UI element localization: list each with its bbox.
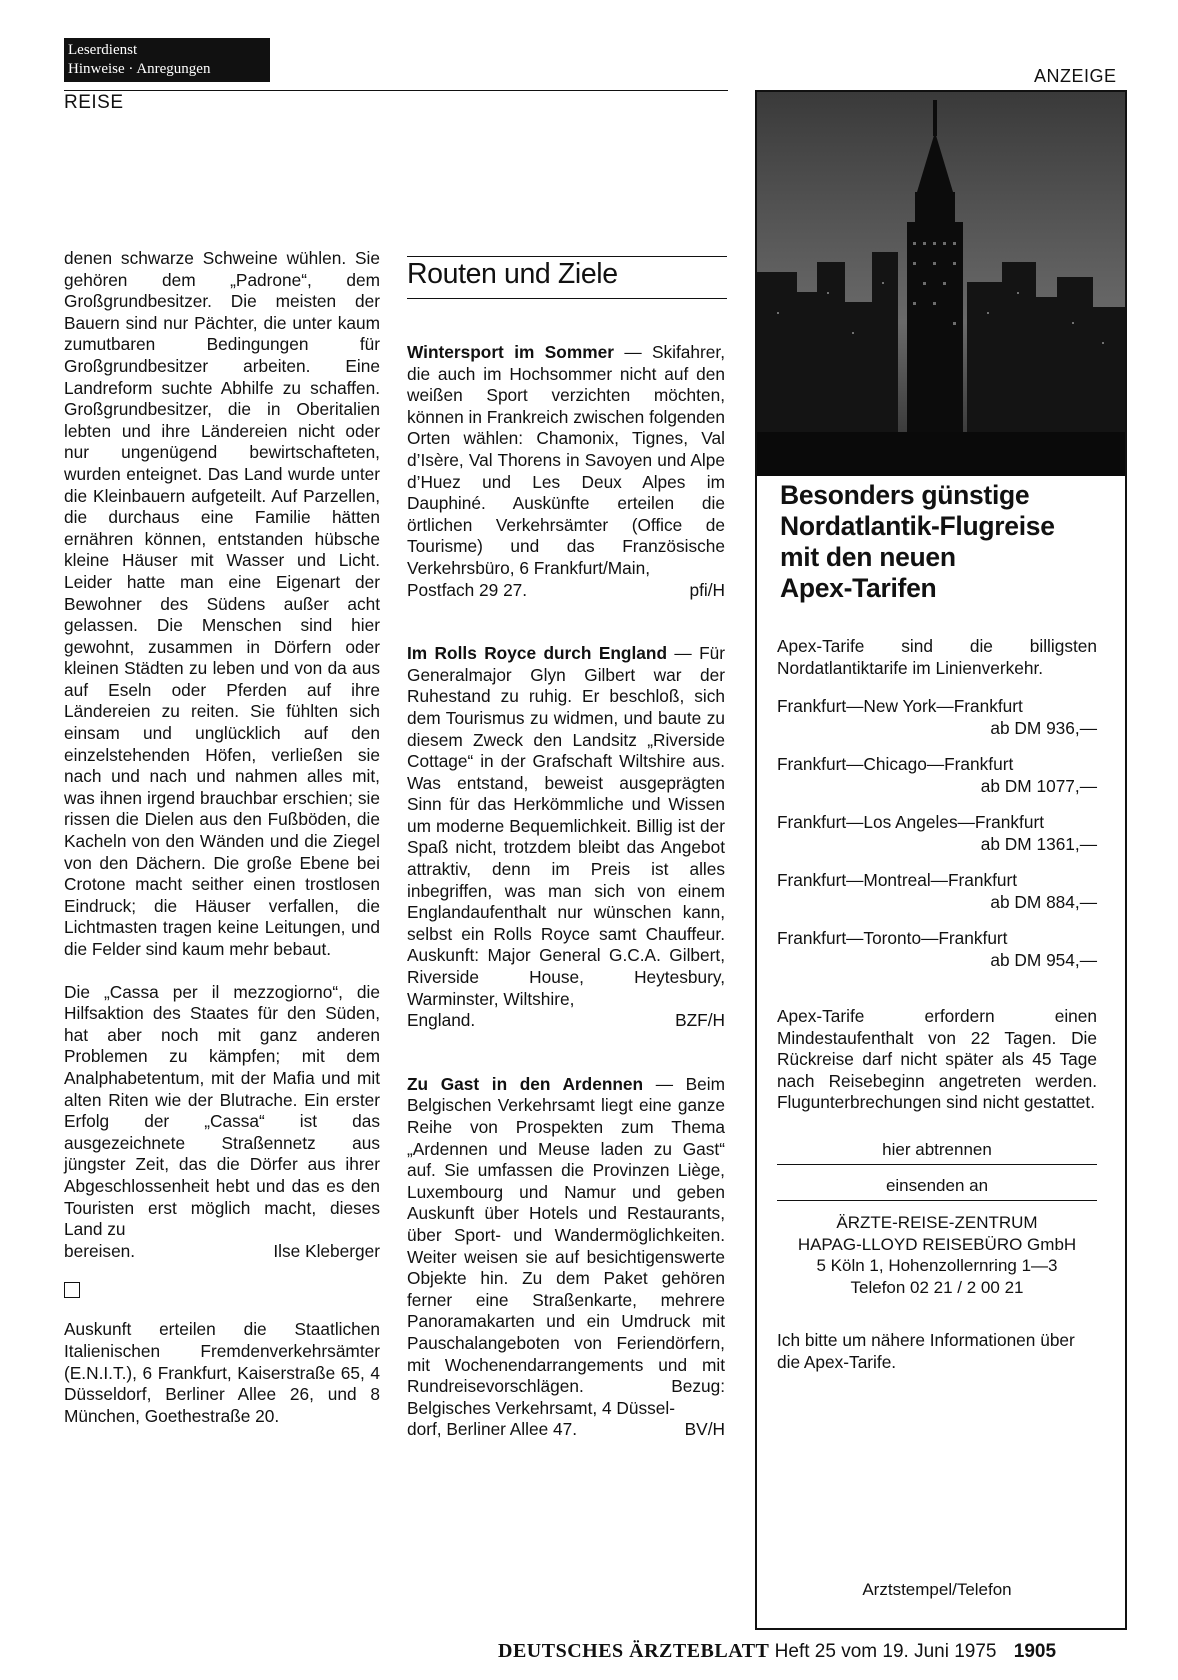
ad-intro: Apex-Tarife sind die billigsten Nordatlantiktarife im Linienverkehr. — [777, 636, 1097, 678]
ad-requirements: Apex-Tarife erfordern einen Mindestaufenthalt von 22 Tagen. Die Rückreise darf nicht später als 45 Tage nach Reisebeginn angetreten werden. Flugunterbrechungen sind nicht gestattet. — [777, 1006, 1097, 1113]
routen-rule-top — [407, 256, 727, 257]
address-line: HAPAG-LLOYD REISEBÜRO GmbH — [797, 1234, 1077, 1254]
article-paragraph-2-text: Die „Cassa per il mezzogiorno“, die Hilfsaktion des Staates für den Süden, hat aber noch mit ganz anderen Problemen zu kämpfen; mit dem Analphabetentum, mit der Mafia und mit alten Riten wie der Blutrache. Ein erster Erfolg der „Cassa“ ist das ausgezeichnete Straßennetz aus jüngster Zeit, das die Dörfer aus ihrer Abgeschlossenheit hebt und das es den Touristen erst möglich macht, dieses Land zu — [64, 981, 380, 1240]
header-rule — [64, 90, 728, 91]
routen-item-signature-line — [407, 1010, 725, 1032]
info-paragraph: Auskunft erteilen die Staatlichen Italienischen Fremdenverkehrsämter (E.N.I.T.), 6 Frankfurt, Kaiserstraße 65, 4 Düsseldorf, Berliner Allee 26, und 8 München, Goethestraße 20. — [64, 1319, 380, 1426]
skyline-photo — [757, 92, 1125, 476]
header-box-line1: Leserdienst — [68, 42, 138, 58]
fare-route: Frankfurt—Montreal—Frankfurt — [777, 870, 1018, 890]
routen-item-body — [407, 1074, 725, 1420]
routen-item-last: England. — [407, 1010, 476, 1031]
cut-line — [777, 1164, 1097, 1165]
routen-item-last: dorf, Berliner Allee 47. — [407, 1419, 578, 1440]
routen-rule-bottom — [407, 298, 727, 299]
routen-item-sig: pfi/H — [689, 579, 725, 600]
stamp-label: Arztstempel/Telefon — [862, 1580, 1012, 1599]
fare-item — [777, 870, 1097, 913]
article-signature-line — [64, 1241, 380, 1263]
address-block — [777, 1212, 1097, 1298]
page-footer — [498, 1640, 1056, 1663]
routen-column — [407, 342, 725, 1483]
ad-headline — [780, 480, 1120, 604]
section-header-box — [64, 38, 270, 82]
fare-item — [777, 812, 1097, 855]
routen-item-sig: BV/H — [684, 1419, 725, 1440]
section-label: REISE — [64, 92, 124, 113]
fare-item — [777, 754, 1097, 797]
fare-price: ab DM 954,— — [990, 949, 1097, 970]
fare-route: Frankfurt—Chicago—Frankfurt — [777, 754, 1014, 774]
info-request-text: Ich bitte um nähere Informationen über die Apex-Tarife. — [777, 1330, 1075, 1372]
routen-item-text: — Beim Belgischen Verkehrsamt liegt eine ganze Reihe von Prospekten zum Thema „Ardennen und Meuse laden zu Gast“ auf. Sie umfassen die Provinzen Liège, Luxembourg und Namur und geben Auskunft über Hotels und Restaurants, über Sport- und Wandermöglichkeiten. Weiter weisen sie auf besichtigenswerte Objekte hin. Zu dem Paket gehören ferner eine Straßenkarte, mehrere Panoramakarten und ein Umdruck mit Pauschalangeboten von Feriendörfern, mit Wochenendarrangements und mit Rundreisevorschlägen. Bezug: Belgisches Verkehrsamt, 4 Düssel- — [407, 1073, 726, 1418]
fare-price: ab DM 884,— — [990, 891, 1097, 912]
ad-label: ANZEIGE — [1034, 66, 1117, 86]
ad-headline-line: Apex-Tarifen — [780, 573, 937, 603]
routen-item-heading: Wintersport im Sommer — [407, 342, 614, 362]
send-to-label: einsenden an — [885, 1176, 989, 1195]
address-line: ÄRZTE-REISE-ZENTRUM — [836, 1213, 1038, 1232]
fare-route: Frankfurt—New York—Frankfurt — [777, 696, 1023, 716]
routen-item — [407, 1074, 725, 1441]
routen-item-body — [407, 643, 725, 1010]
send-rule — [777, 1200, 1097, 1201]
issue-info: Heft 25 vom 19. Juni 1975 — [774, 1641, 997, 1662]
routen-item-signature-line — [407, 580, 725, 602]
cut-here-label: hier abtrennen — [882, 1140, 992, 1159]
ad-headline-line: Nordatlantik-Flugreise — [780, 511, 1055, 541]
article-paragraph-1: denen schwarze Schweine wühlen. Sie gehören dem „Padrone“, dem Großgrundbesitzer. Die meisten der Bauern sind nur Pächter, die unter kaum zumutbaren Bedingungen für Großgrundbesitzer arbeiten. Eine Landreform suchte Abhilfe zu schaffen. Großgrundbesitzer, die in Oberitalien lebten und ihre Ländereien nicht oder nur ungenügend bewirtschafteten, wurden enteignet. Das Land wurde unter die Kleinbauern aufgeteilt. Auf Parzellen, die durchaus eine Familie hätten ernähren können, entstanden hübsche kleine Häuser mit Wasser und Licht. Leider hatte man eine Eigenart der Bewohner des Südens außer acht gelassen. Die Menschen sind hier gewohnt, zusammen in Dörfern oder kleinen Städten zu leben und von da aus auf Eseln oder Pferden auf ihre Ländereien zu reiten. Sie fühlten sich einsam und unglücklich auf den einzelstehenden Höfen, verließen sie nach und nach und nahmen alles mit, was ihnen irgend brauchbar erschien; sie rissen die Dielen aus den Fußböden, die Kacheln von den Wänden und die Ziegel von den Dächern. Die große Ebene bei Crotone macht seither einen trostlosen Eindruck; die Häuser verfallen, die Lichtmasten tragen keine Leitungen, und die Felder sind kaum mehr bebaut. — [64, 248, 380, 959]
article-column-1 — [64, 248, 380, 1427]
end-mark-box — [64, 1282, 80, 1298]
magazine-name: DEUTSCHES ÄRZTEBLATT — [498, 1640, 770, 1662]
ad-headline-line: mit den neuen — [780, 542, 956, 572]
fare-route: Frankfurt—Los Angeles—Frankfurt — [777, 812, 1045, 832]
routen-title: Routen und Ziele — [407, 258, 618, 290]
article-paragraph-2-end: bereisen. — [64, 1240, 136, 1261]
routen-item — [407, 643, 725, 1032]
routen-item-heading: Zu Gast in den Ardennen — [407, 1073, 644, 1094]
routen-item-heading: Im Rolls Royce durch England — [407, 643, 668, 664]
routen-item — [407, 342, 725, 601]
ad-headline-line: Besonders günstige — [780, 480, 1030, 510]
routen-item-text: — Skifahrer, die auch im Hochsommer nicht auf den weißen Sport verzichten möchten, können in Frankreich zwischen folgenden Orten wählen: Chamonix, Tignes, Val d’Isère, Val Thorens in Savoyen und Alpe d’Huez und Les Deux Alpes im Dauphiné. Auskünfte erteilen die örtlichen Verkehrsämter (Office de Tourisme) und das Französische Verkehrsbüro, 6 Frankfurt/Main, — [407, 342, 725, 578]
address-line: 5 Köln 1, Hohenzollernring 1—3 — [816, 1256, 1058, 1276]
fare-price: ab DM 1361,— — [980, 833, 1097, 854]
header-box-line2: Hinweise · Anregungen — [68, 61, 211, 77]
routen-item-sig: BZF/H — [675, 1010, 725, 1031]
address-line: Telefon 02 21 / 2 00 21 — [850, 1277, 1024, 1297]
routen-item-body — [407, 342, 725, 580]
fare-price: ab DM 936,— — [990, 717, 1097, 738]
page-number: 1905 — [1013, 1641, 1057, 1662]
routen-item-text: — Für Generalmajor Glyn Gilbert war der Ruhestand zu ruhig. Er beschloß, sich dem Tourismus zu widmen, und baute zu diesem Zweck den Landsitz „Riverside Cottage“ in der Grafschaft Wiltshire aus. Was entstand, beweist ausgeprägten Sinn für das Herkömmliche und Wissen um moderne Bequemlichkeit. Billig ist der Spaß nicht, trotzdem bleibt das Angebot attraktiv, denn im Preis ist alles inbegriffen, was man sich von einem Englandaufenthalt nur wünschen kann, selbst ein Rolls Royce samt Chauffeur. Auskunft: Major General G.C.A. Gilbert, Riverside House, Heytesbury, Warminster, Wiltshire, — [407, 643, 725, 1009]
fare-item — [777, 696, 1097, 739]
fare-item — [777, 928, 1097, 971]
fare-route: Frankfurt—Toronto—Frankfurt — [777, 928, 1008, 948]
skyline-image — [757, 92, 1125, 476]
article-paragraph-2 — [64, 982, 380, 1241]
fare-price: ab DM 1077,— — [980, 775, 1097, 796]
routen-item-signature-line — [407, 1419, 725, 1441]
article-author: Ilse Kleberger — [273, 1240, 380, 1261]
routen-item-last: Postfach 29 27. — [407, 579, 528, 600]
